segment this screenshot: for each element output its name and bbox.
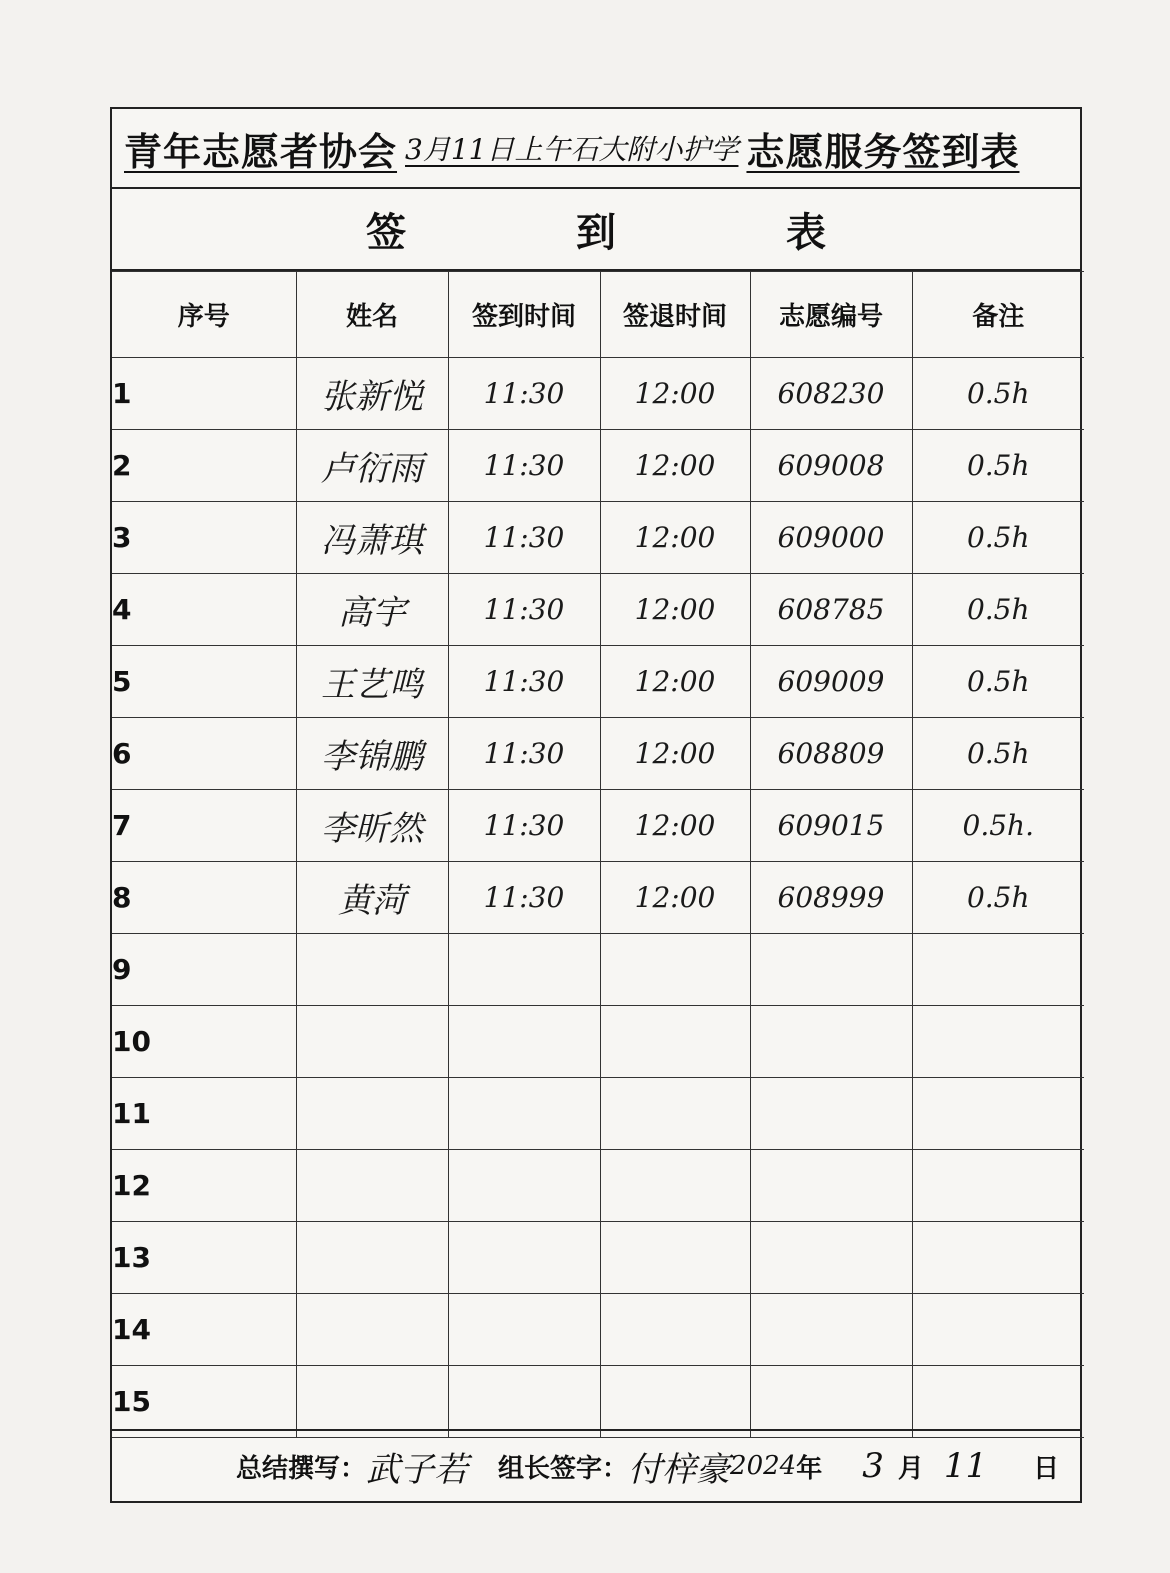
row-index: 3 — [112, 502, 296, 574]
row-signin-time: 11:30 — [448, 502, 600, 574]
row-volunteer-id — [750, 934, 912, 1006]
title-suffix: 志愿服务签到表 — [746, 129, 1020, 174]
row-note — [912, 1006, 1084, 1078]
month-label: 月 — [897, 1453, 924, 1484]
row-name: 王艺鸣 — [296, 646, 448, 718]
row-signout-time — [600, 1078, 750, 1150]
row-name: 黄菏 — [296, 862, 448, 934]
row-note — [912, 1366, 1084, 1438]
row-name: 李锦鹏 — [296, 718, 448, 790]
row-volunteer-id: 609008 — [750, 430, 912, 502]
row-volunteer-id: 608809 — [750, 718, 912, 790]
row-index: 11 — [112, 1078, 296, 1150]
table-row — [112, 1078, 1084, 1150]
row-index: 1 — [112, 358, 296, 430]
row-signout-time: 12:00 — [600, 358, 750, 430]
row-signin-time: 11:30 — [448, 358, 600, 430]
row-signout-time — [600, 1366, 750, 1438]
sign-in-sheet — [110, 107, 1082, 1503]
row-index: 14 — [112, 1294, 296, 1366]
date-day: 11 — [943, 1446, 988, 1486]
col-header-note: 备注 — [912, 272, 1084, 358]
row-signout-time: 12:00 — [600, 646, 750, 718]
row-signout-time — [600, 1294, 750, 1366]
table-row — [112, 502, 1084, 574]
row-name — [296, 1222, 448, 1294]
row-signin-time: 11:30 — [448, 646, 600, 718]
row-signin-time: 11:30 — [448, 862, 600, 934]
row-name: 冯萧琪 — [296, 502, 448, 574]
row-volunteer-id — [750, 1366, 912, 1438]
sheet-footer — [112, 1429, 1080, 1501]
row-signin-time: 11:30 — [448, 790, 600, 862]
row-note: 0.5h — [912, 718, 1084, 790]
date-month: 3 — [862, 1446, 884, 1486]
row-signout-time: 12:00 — [600, 502, 750, 574]
row-index: 9 — [112, 934, 296, 1006]
row-signout-time: 12:00 — [600, 862, 750, 934]
row-index: 2 — [112, 430, 296, 502]
row-signin-time — [448, 1078, 600, 1150]
table-row — [112, 1294, 1084, 1366]
table-row — [112, 934, 1084, 1006]
day-label: 日 — [1033, 1453, 1060, 1484]
row-volunteer-id: 609000 — [750, 502, 912, 574]
row-signout-time — [600, 1006, 750, 1078]
row-name — [296, 934, 448, 1006]
row-name: 高宇 — [296, 574, 448, 646]
row-name — [296, 1150, 448, 1222]
row-name — [296, 1366, 448, 1438]
row-index: 13 — [112, 1222, 296, 1294]
org-name: 青年志愿者协会 — [124, 129, 398, 174]
sheet-subtitle: 签到表 — [112, 189, 1080, 271]
row-volunteer-id: 608785 — [750, 574, 912, 646]
table-row — [112, 1222, 1084, 1294]
table-row — [112, 1150, 1084, 1222]
row-name: 张新悦 — [296, 358, 448, 430]
table-row — [112, 862, 1084, 934]
table-row — [112, 1006, 1084, 1078]
row-volunteer-id — [750, 1294, 912, 1366]
row-note: 0.5h — [912, 358, 1084, 430]
row-note: 0.5h — [912, 430, 1084, 502]
table-header-row — [112, 272, 1084, 358]
row-signin-time: 11:30 — [448, 574, 600, 646]
sign-in-table — [112, 271, 1084, 1438]
row-index: 6 — [112, 718, 296, 790]
leader-signature: 付梓豪 — [628, 1449, 731, 1490]
table-row — [112, 430, 1084, 502]
activity-name: 3月11日上午石大附小护学 — [405, 133, 739, 166]
row-volunteer-id: 608999 — [750, 862, 912, 934]
row-note: 0.5h — [912, 862, 1084, 934]
row-note — [912, 934, 1084, 1006]
table-row — [112, 1366, 1084, 1438]
row-note: 0.5h — [912, 502, 1084, 574]
row-signin-time — [448, 1006, 600, 1078]
row-volunteer-id: 609015 — [750, 790, 912, 862]
row-index: 10 — [112, 1006, 296, 1078]
row-signout-time: 12:00 — [600, 574, 750, 646]
row-note — [912, 1222, 1084, 1294]
row-signin-time: 11:30 — [448, 430, 600, 502]
row-note — [912, 1078, 1084, 1150]
col-header-index: 序号 — [112, 272, 296, 358]
row-note — [912, 1150, 1084, 1222]
row-name: 卢衍雨 — [296, 430, 448, 502]
row-name — [296, 1006, 448, 1078]
col-header-volunteer-id: 志愿编号 — [750, 272, 912, 358]
row-note: 0.5h. — [912, 790, 1084, 862]
row-signin-time — [448, 1366, 600, 1438]
row-signout-time: 12:00 — [600, 718, 750, 790]
row-signout-time — [600, 1150, 750, 1222]
row-index: 15 — [112, 1366, 296, 1438]
col-header-signout-time: 签退时间 — [600, 272, 750, 358]
row-volunteer-id — [750, 1150, 912, 1222]
row-note — [912, 1294, 1084, 1366]
leader-label: 组长签字： — [498, 1453, 629, 1484]
summary-signature: 武子若 — [366, 1449, 469, 1490]
table-row — [112, 646, 1084, 718]
row-signin-time — [448, 934, 600, 1006]
row-name — [296, 1294, 448, 1366]
row-signin-time — [448, 1150, 600, 1222]
table-row — [112, 790, 1084, 862]
row-volunteer-id — [750, 1222, 912, 1294]
row-name: 李昕然 — [296, 790, 448, 862]
row-volunteer-id — [750, 1078, 912, 1150]
table-row — [112, 574, 1084, 646]
row-signout-time: 12:00 — [600, 430, 750, 502]
table-row — [112, 358, 1084, 430]
col-header-signin-time: 签到时间 — [448, 272, 600, 358]
row-signin-time — [448, 1294, 600, 1366]
row-volunteer-id: 609009 — [750, 646, 912, 718]
row-signin-time — [448, 1222, 600, 1294]
summary-label: 总结撰写： — [236, 1453, 367, 1484]
year-label: 年 — [796, 1453, 823, 1484]
row-note: 0.5h — [912, 646, 1084, 718]
row-signout-time: 12:00 — [600, 790, 750, 862]
row-note: 0.5h — [912, 574, 1084, 646]
row-name — [296, 1078, 448, 1150]
row-index: 4 — [112, 574, 296, 646]
row-signin-time: 11:30 — [448, 718, 600, 790]
row-index: 5 — [112, 646, 296, 718]
date-year: 2024 — [730, 1451, 797, 1481]
row-index: 8 — [112, 862, 296, 934]
row-index: 12 — [112, 1150, 296, 1222]
col-header-name: 姓名 — [296, 272, 448, 358]
row-signout-time — [600, 934, 750, 1006]
row-signout-time — [600, 1222, 750, 1294]
table-row — [112, 718, 1084, 790]
row-index: 7 — [112, 790, 296, 862]
sheet-title — [112, 109, 1080, 189]
row-volunteer-id: 608230 — [750, 358, 912, 430]
row-volunteer-id — [750, 1006, 912, 1078]
